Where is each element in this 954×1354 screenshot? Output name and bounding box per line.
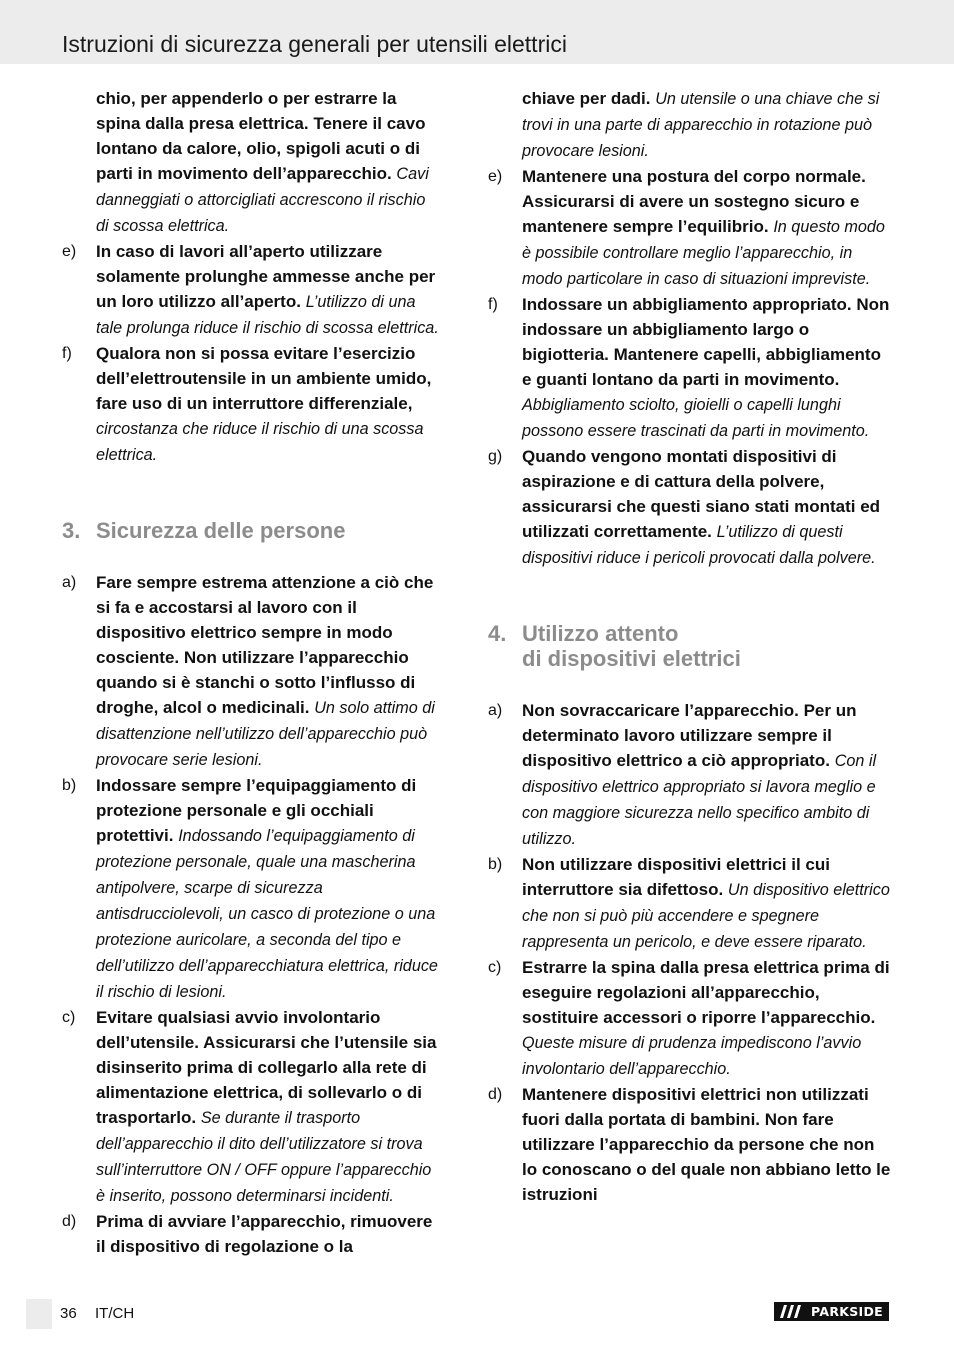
section-title-line1: Utilizzo attento (522, 621, 679, 646)
page-number: 36 (60, 1305, 77, 1322)
page-header (0, 0, 954, 64)
italic-text: Con il dispositivo elettrico appropriato si lavora meglio e con maggiore sicurezza nello specifico ambito di utilizzo. (522, 752, 877, 848)
item-label: c) (62, 1009, 76, 1026)
bold-text: Non utilizzare dispositivi elettrici il cui interruttore sia difettoso. (522, 855, 830, 899)
item-3e (488, 164, 892, 292)
bold-text: Fare sempre estrema attenzione a ciò che si fa e accostarsi al lavoro con il dispositivo elettrico sempre in modo cosciente. Non utilizzare l’apparecchio quando si è stanchi o sotto l’influsso di droghe, alcol o medicinali. (96, 573, 434, 717)
logo-text: PARKSIDE (811, 1304, 883, 1319)
logo-stripes-icon (780, 1305, 804, 1318)
item-4a (488, 698, 892, 852)
item-3b (62, 773, 442, 1005)
bold-text: Mantenere dispositivi elettrici non utilizzati fuori dalla portata di bambini. Non fare utilizzare l’apparecchio da persone che non lo conoscano o del quale non abbiano letto le istruzioni (522, 1085, 891, 1204)
item-4d (488, 1082, 892, 1207)
italic-text: circostanza che riduce il rischio di una scossa elettrica. (96, 420, 424, 464)
italic-text: Se durante il trasporto dell’apparecchio il dito dell’utilizzatore si trova sull’interruttore ON / OFF oppure l’apparecchio è inserito, possono determinarsi incidenti. (96, 1109, 432, 1205)
item-label: f) (488, 296, 498, 313)
right-continued-paragraph (488, 86, 892, 164)
italic-text: Indossando l’equipaggiamento di protezione personale, quale una mascherina antipolvere, scarpe di sicurezza antisdrucciolevoli, un casco di protezione o una protezione auricolare, a seconda del tipo e dell’utilizzo dell’apparecchiatura elettrica, riduce il rischio di lesioni. (96, 827, 438, 1001)
bold-text: Indossare sempre l’equipaggiamento di protezione personale e gli occhiali protettivi. (96, 776, 417, 845)
bold-text: Qualora non si possa evitare l’esercizio dell’elettroutensile in un ambiente umido, fare uso di un interruttore differenziale, (96, 344, 432, 413)
parkside-logo (774, 1302, 889, 1321)
italic-text: L’utilizzo di questi dispositivi riduce i pericoli provocati dalla polvere. (522, 523, 876, 567)
section-number: 3. (62, 518, 81, 543)
item-label: d) (62, 1213, 77, 1230)
item-e (62, 239, 442, 341)
italic-text: L’utilizzo di una tale prolunga riduce il rischio di scossa elettrica. (96, 293, 439, 337)
item-3d (62, 1209, 442, 1259)
section-heading-3 (62, 518, 442, 543)
item-label: b) (488, 856, 503, 873)
bold-text: Indossare un abbigliamento appropriato. Non indossare un abbigliamento largo o bigiotteria. Mantenere capelli, abbigliamento e guanti lontano da parti in movimento. (522, 295, 890, 389)
bold-text: Evitare qualsiasi avvio involontario dell’utensile. Assicurarsi che l’utensile sia disinserito prima di collegarlo alla rete di alimentazione elettrica, di sollevarlo o di trasportarlo. (96, 1008, 437, 1127)
item-4c (488, 955, 892, 1082)
item-label: f) (62, 345, 72, 362)
italic-text: Un solo attimo di disattenzione nell’utilizzo dell’apparecchio può provocare serie lesioni. (96, 699, 435, 769)
italic-text: Cavi danneggiati o attorcigliati accrescono il rischio di scossa elettrica. (96, 165, 429, 235)
item-3a (62, 570, 442, 773)
section-number: 4. (488, 621, 507, 646)
italic-text: In questo modo è possibile controllare meglio l’apparecchio, in modo particolare in caso di situazioni impreviste. (522, 218, 885, 288)
header-title: Istruzioni di sicurezza generali per utensili elettrici (62, 31, 567, 57)
item-3g (488, 444, 892, 571)
left-column (62, 86, 442, 1259)
section-title: Sicurezza delle persone (96, 518, 346, 543)
item-label: a) (62, 574, 77, 591)
section-heading-4 (488, 621, 892, 671)
bold-text: chio, per appenderlo o per estrarre la spina dalla presa elettrica. Tenere il cavo lontano da calore, olio, spigoli acuti o di parti in movimento dell’apparecchio. (96, 89, 426, 183)
left-continued-paragraph (62, 86, 442, 239)
item-label: g) (488, 448, 503, 465)
italic-text: Abbigliamento sciolto, gioielli o capelli lunghi possono essere trascinati da parti in movimento. (522, 396, 870, 440)
footer-page-marker (26, 1299, 52, 1329)
item-label: c) (488, 959, 502, 976)
italic-text: Un dispositivo elettrico che non si può più accendere e spegnere rappresenta un pericolo, e deve essere riparato. (522, 881, 890, 951)
right-column (488, 86, 892, 1207)
bold-text: In caso di lavori all’aperto utilizzare solamente prolunghe ammesse anche per un loro utilizzo all’aperto. (96, 242, 436, 311)
page-locale: IT/CH (95, 1305, 135, 1322)
section-title-line2: di dispositivi elettrici (522, 646, 741, 671)
item-3f (488, 292, 892, 444)
item-label: e) (62, 243, 77, 260)
bold-text: Estrarre la spina dalla presa elettrica prima di eseguire regolazioni all’apparecchio, sostituire accessori o riporre l’apparecchio. (522, 958, 890, 1027)
item-label: e) (488, 168, 503, 185)
italic-text: Queste misure di prudenza impediscono l’avvio involontario dell’apparecchio. (522, 1034, 862, 1078)
bold-text: Non sovraccaricare l’apparecchio. Per un determinato lavoro utilizzare sempre il dispositivo elettrico a ciò appropriato. (522, 701, 857, 770)
item-label: b) (62, 777, 77, 794)
item-label: d) (488, 1086, 503, 1103)
item-4b (488, 852, 892, 955)
bold-text: Prima di avviare l’apparecchio, rimuovere il dispositivo di regolazione o la (96, 1212, 433, 1256)
item-label: a) (488, 702, 503, 719)
item-f (62, 341, 442, 468)
bold-text: Quando vengono montati dispositivi di aspirazione e di cattura della polvere, assicurarsi che questi siano stati montati ed utilizzati correttamente. (522, 447, 881, 541)
item-3c (62, 1005, 442, 1209)
italic-text: Un utensile o una chiave che si trovi in una parte di apparecchio in rotazione può provocare lesioni. (522, 90, 880, 160)
bold-text: Mantenere una postura del corpo normale. Assicurarsi di avere un sostegno sicuro e mantenere sempre l’equilibrio. (522, 167, 866, 236)
bold-text: chiave per dadi. (522, 89, 651, 108)
